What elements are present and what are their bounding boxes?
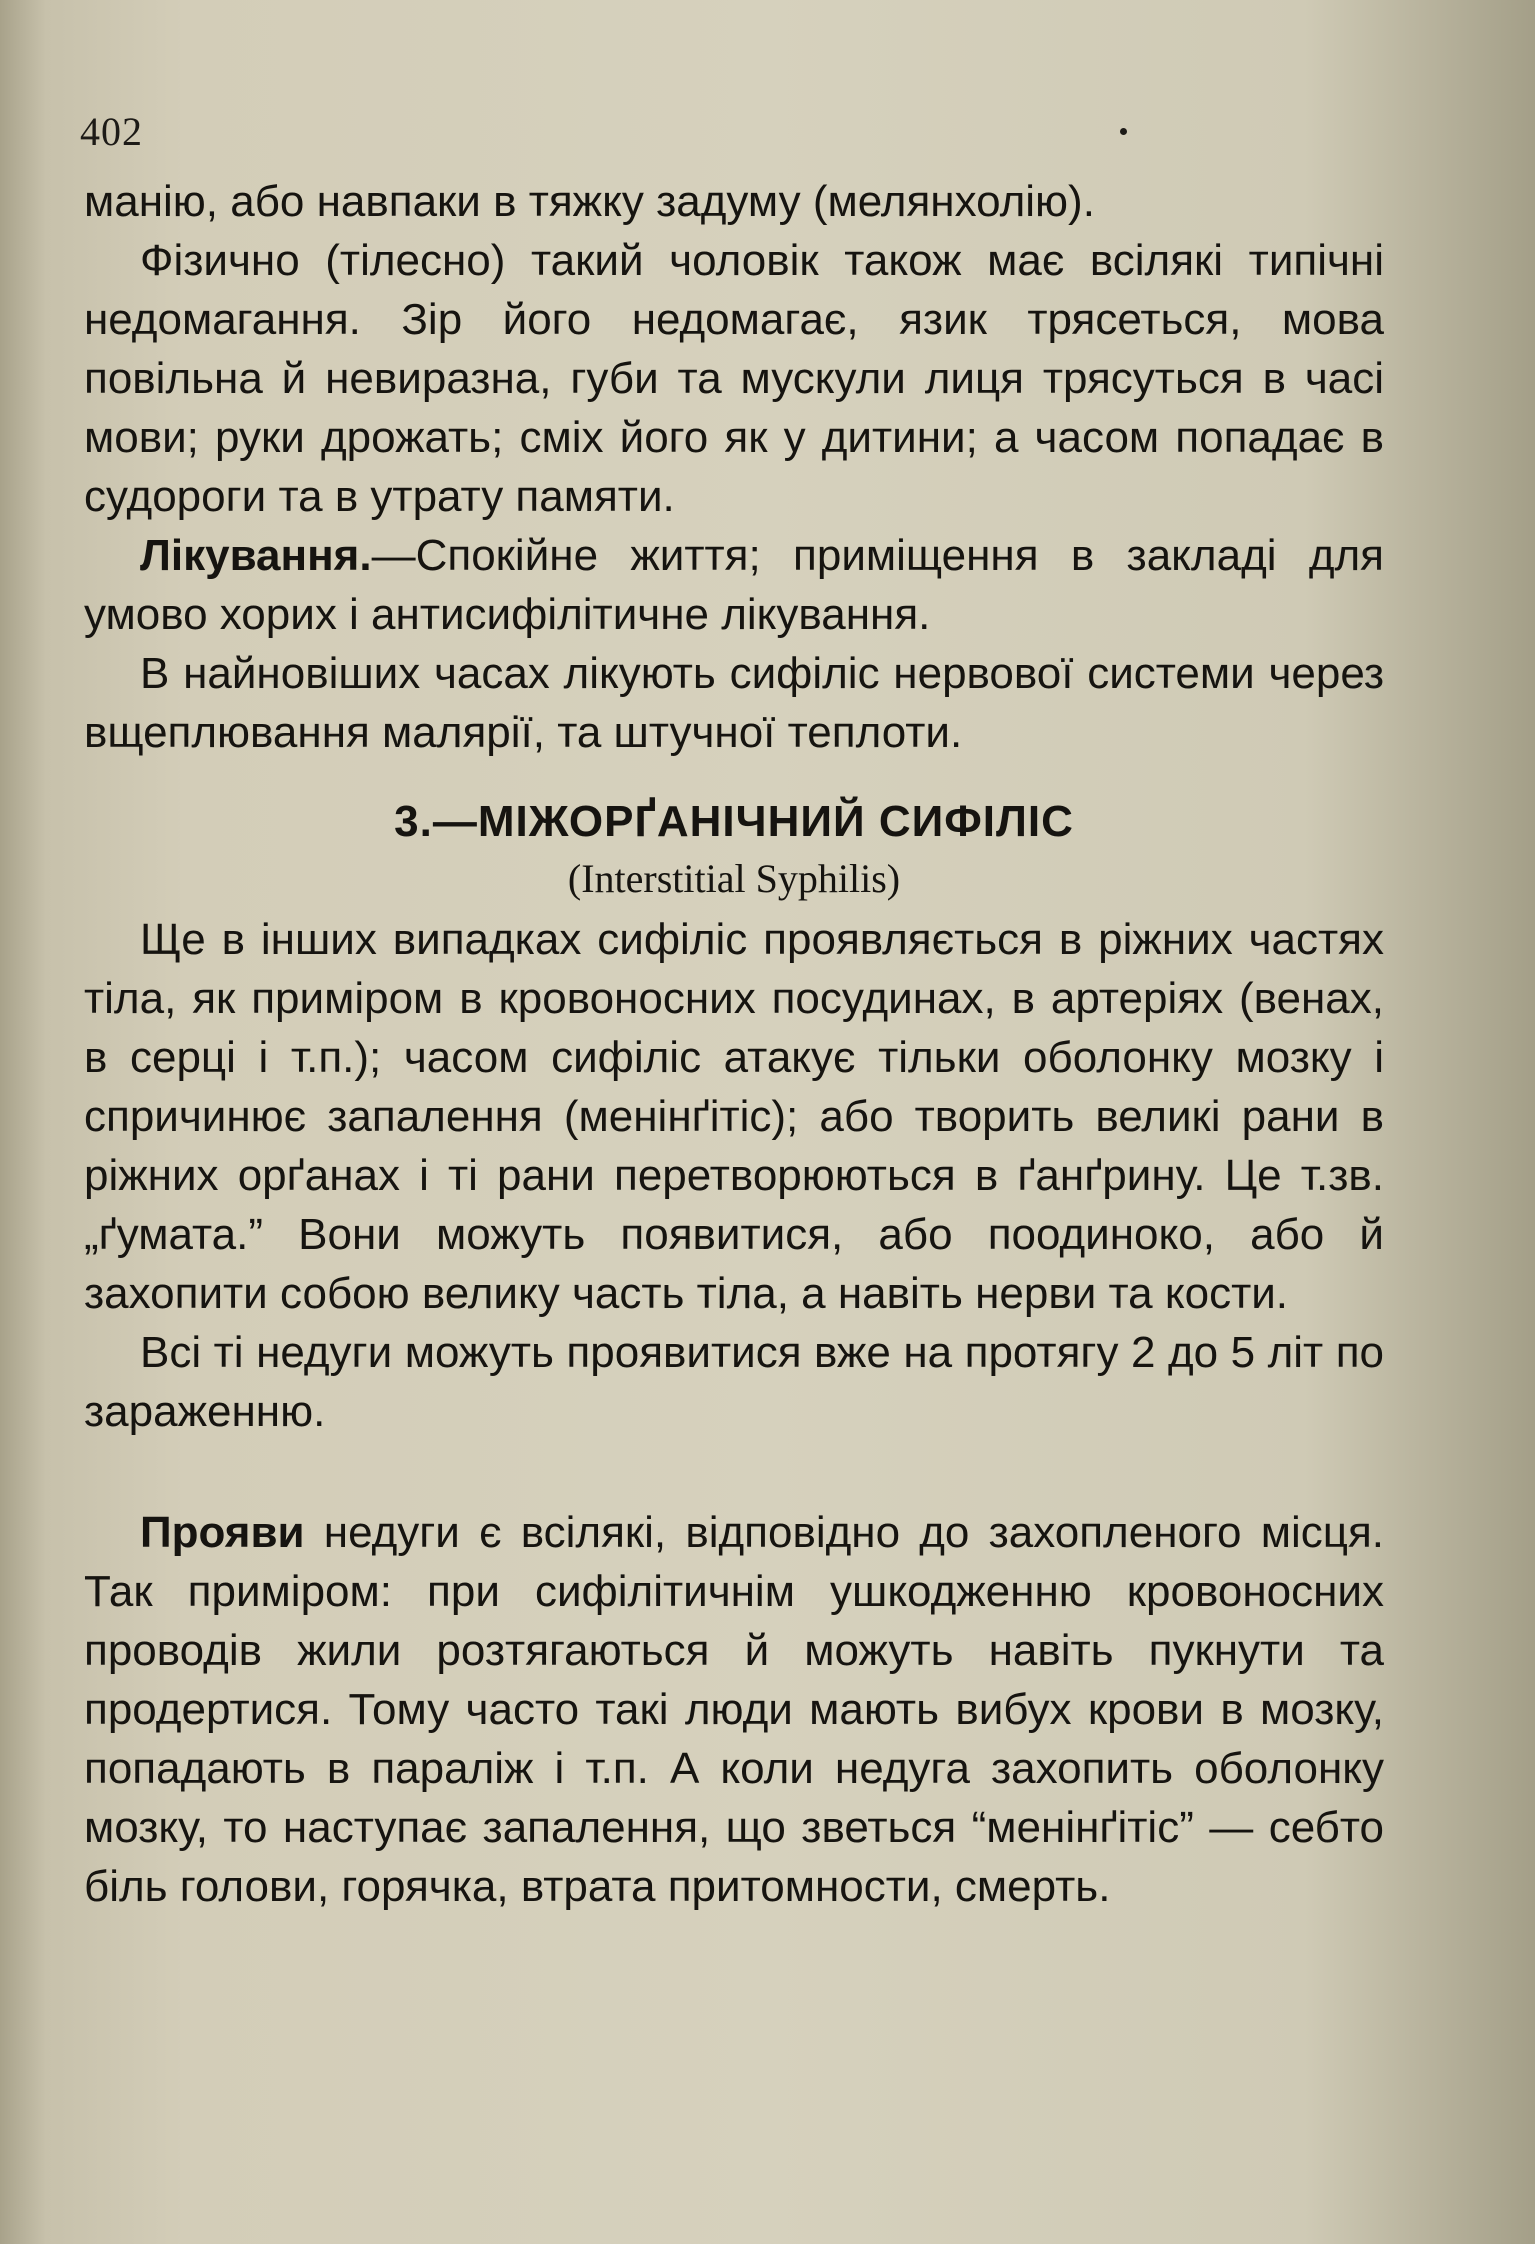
manifestations-text: недуги є всілякі, відповідно до захопленого місця. Так приміром: при сифілітичнім ушкодженню кровоносних проводів жили розтягаються й можуть навіть пукнути та продертися. Тому часто такі люди мають вибух крови в мозку, попадають в параліж і т.п. А коли недуга захопить оболонку мозку, то наступає запалення, що зветься “менінґітіс” — себто біль голови, горячка, втрата притомности, смерть. xyxy=(84,1508,1384,1911)
page-number: 402 xyxy=(80,109,143,154)
print-mark xyxy=(1120,128,1127,135)
paragraph-continuation: манію, або навпаки в тяжку задуму (мелянхолію). xyxy=(84,177,1095,226)
paragraph-physical-symptoms: Фізично (тілесно) такий чоловік також має всілякі типічні недомагання. Зір його недомагає, язик трясеться, мова повільна й невиразна, губи та мускули лиця трясуться в часі мови; руки дрожать; сміх його як у дитини; а часом попадає в судороги та в утрату памяти. xyxy=(84,236,1384,521)
paragraph-interstitial: Ще в інших випадках сифіліс проявляється в ріжних частях тіла, як приміром в кровоносних посудинах, в артеріях (венах, в серці і т.п.); часом сифіліс атакує тільки оболонку мозку і спричинює запалення (менінґітіс); або творить великі рани в ріжних орґанах і ті рани перетворюються в ґанґрину. Це т.зв. „ґумата.” Вони можуть появитися, або поодиноко, або й захопити собою велику часть тіла, а навіть нерви та кости. xyxy=(84,915,1384,1318)
page-body xyxy=(84,172,1384,1916)
paragraph-modern-treatment: В найновіших часах лікують сифіліс нервової системи через вщеплювання малярії, та штучної теплоти. xyxy=(84,649,1384,757)
section-heading: 3.—МІЖОРҐАНІЧНИЙ СИФІЛІС xyxy=(394,797,1074,846)
treatment-lead: Лікування. xyxy=(140,531,372,580)
paragraph-treatment xyxy=(84,526,1384,644)
manifestations-lead: Прояви xyxy=(140,1508,305,1557)
section-subheading: (Interstitial Syphilis) xyxy=(567,856,901,901)
treatment-text: —Спокійне життя; приміщення в закладі для умово хорих і антисифілітичне лікування. xyxy=(84,531,1384,639)
paragraph-gap xyxy=(84,1441,1384,1503)
paragraph-manifestations xyxy=(84,1503,1384,1916)
paragraph-onset: Всі ті недуги можуть проявитися вже на протягу 2 до 5 літ по зараженню. xyxy=(84,1328,1384,1436)
